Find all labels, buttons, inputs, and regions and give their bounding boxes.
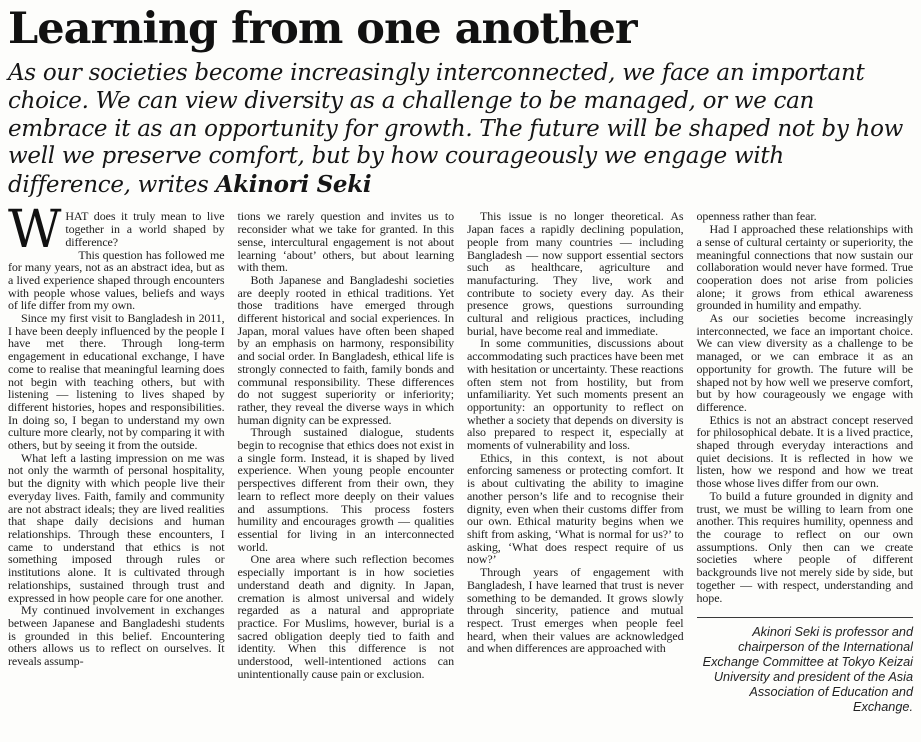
standfirst-author: Akinori Seki xyxy=(215,170,372,198)
paragraph: Had I approached these relationships with a sense of cultural certainty or superiority, the meaningful connections that now sustain our collaboration would never have formed. True cooperation does not arise from policies alone; it grows from ethical awareness grounded in humility and empathy. xyxy=(696,222,913,313)
paragraph: Through sustained dialogue, students begin to recognise that ethics does not exist in a single form. Instead, it is shaped by lived experience. When young people encounter perspectives different from their own, they learn to reflect more deeply on their values and assumptions. This process fosters humility and encourages growth — qualities essential for living in an interconnected world. xyxy=(237,425,454,554)
column-4 xyxy=(697,210,914,715)
paragraph: Since my first visit to Bangladesh in 2011, I have been deeply influenced by the people I have met there. Through long-term engagement in educational exchange, I have come to realise that meaningful learning does not begin with teaching others, but with listening — listening to lives shaped by different histories, hopes and responsibilities. In doing so, I began to understand my own culture more clearly, not by comparing it with others, but by seeing it from the outside. xyxy=(8,311,225,453)
column-3 xyxy=(467,210,684,715)
paragraph: Through years of engagement with Bangladesh, I have learned that trust is never something to be demanded. It grows slowly through sincerity, patience and mutual respect. Trust emerges when people feel heard, when their values are acknowledged and when differences are approached with xyxy=(467,565,684,656)
article-body xyxy=(8,200,913,715)
paragraph: As our societies become increasingly interconnected, we face an important choice. We can view diversity as a challenge to be managed, or we can embrace it as an opportunity for growth. The future will be shaped not by how well we preserve comfort, but by how courageously we engage with difference. xyxy=(696,311,913,414)
column-2 xyxy=(238,210,455,715)
paragraph: What left a lasting impression on me was not only the warmth of personal hospitality, but the dignity with which people live their everyday lives. Faith, family and community are not abstract ideals; they are lived realities that shape daily decisions and human relationships. Through these encounters, I came to understand that ethics is not something imposed through rules or institutions alone. It is cultivated through relationships, sustained through trust and expressed in how people care for one another. xyxy=(8,450,225,605)
headline: Learning from one another xyxy=(8,4,637,54)
paragraph-continuation: openness rather than fear. xyxy=(696,209,817,224)
paragraph: Ethics is not an abstract concept reserved for philosophical debate. It is a lived practice, shaped through everyday interactions and quiet decisions. It is reflected in how we listen, how we respond and how we treat those whose lives differ from our own. xyxy=(696,412,913,491)
paragraph: Both Japanese and Bangladeshi societies are deeply rooted in ethical traditions. Yet those traditions have emerged through different historical and social experiences. In Japan, moral values have often been shaped by an emphasis on harmony, responsibility and social order. In Bangladesh, ethical life is strongly connected to faith, family bonds and communal responsibility. These differences do not suggest superiority or inferiority; rather, they reveal the diverse ways in which human dignity can be expressed. xyxy=(237,272,454,427)
paragraph: This question has followed me for many years, not as an abstract idea, but as a lived experience shaped through encounters with people whose values, beliefs and ways of life differ from my own. xyxy=(8,247,225,313)
paragraph-lead-text: HAT does it truly mean to live together in a world shaped by difference? xyxy=(65,209,225,249)
paragraph: To build a future grounded in dignity and trust, we must be willing to learn from one another. This requires humility, openness and the courage to reflect on our own assumptions. Only then can we create societies where people of different backgrounds live not merely side by side, but together — with respect, understanding and hope. xyxy=(696,488,913,605)
paragraph-continuation: tions we rarely question and invites us to reconsider what we take for granted. In this sense, intercultural engagement is not about learning ‘about’ others, but about learning with them. xyxy=(237,209,454,275)
paragraph: This issue is no longer theoretical. As Japan faces a rapidly declining population, people from many countries — including Bangladesh — now support essential sectors such as healthcare, agriculture and manufacturing. They live, work and contribute to society every day. As their presence grows, questions surrounding cultural and religious practices, including burial, have become real and immediate. xyxy=(467,209,684,338)
drop-cap: W xyxy=(8,200,62,261)
author-bio-text: Akinori Seki is professor and chairperson of the International Exchange Committee at Tokyo Keizai University and president of the Asia Association of Education and Exchange. xyxy=(702,625,913,715)
standfirst-text: As our societies become increasingly interconnected, we face an important choice. We can view diversity as a challenge to be managed, or we can embrace it as an opportunity for growth. The future will be shaped not by how well we preserve comfort, but by how courageously we engage with difference, writes xyxy=(8,60,904,198)
paragraph: My continued involvement in exchanges between Japanese and Bangladeshi students is grounded in this belief. Encountering others allows us to reflect on ourselves. It reveals assump- xyxy=(8,603,225,669)
standfirst xyxy=(8,60,913,199)
author-bio xyxy=(697,617,914,715)
column-1 xyxy=(8,200,225,715)
paragraph: Ethics, in this context, is not about enforcing sameness or protecting comfort. It is about cultivating the ability to imagine another person’s life and to recognise their dignity, even when their customs differ from our own. Ethical maturity begins when we shift from asking, ‘What is normal for us?’ to asking, ‘What does respect require of us now?’ xyxy=(467,450,684,567)
paragraph-lead xyxy=(8,200,225,261)
paragraph: One area where such reflection becomes especially important is in how societies understand death and dignity. In Japan, cremation is almost universal and widely regarded as a natural and appropriate practice. For Muslims, however, burial is a sacred obligation deeply tied to faith and identity. When this difference is not understood, well-intentioned actions can unintentionally cause pain or exclusion. xyxy=(237,552,454,681)
paragraph: In some communities, discussions about accommodating such practices have been met with hesitation or uncertainty. These reactions often stem not from hostility, but from unfamiliarity. Yet such moments present an opportunity: an opportunity to reflect on whether a society that depends on diversity is also prepared to respect it, especially at moments of vulnerability and loss. xyxy=(467,336,684,453)
